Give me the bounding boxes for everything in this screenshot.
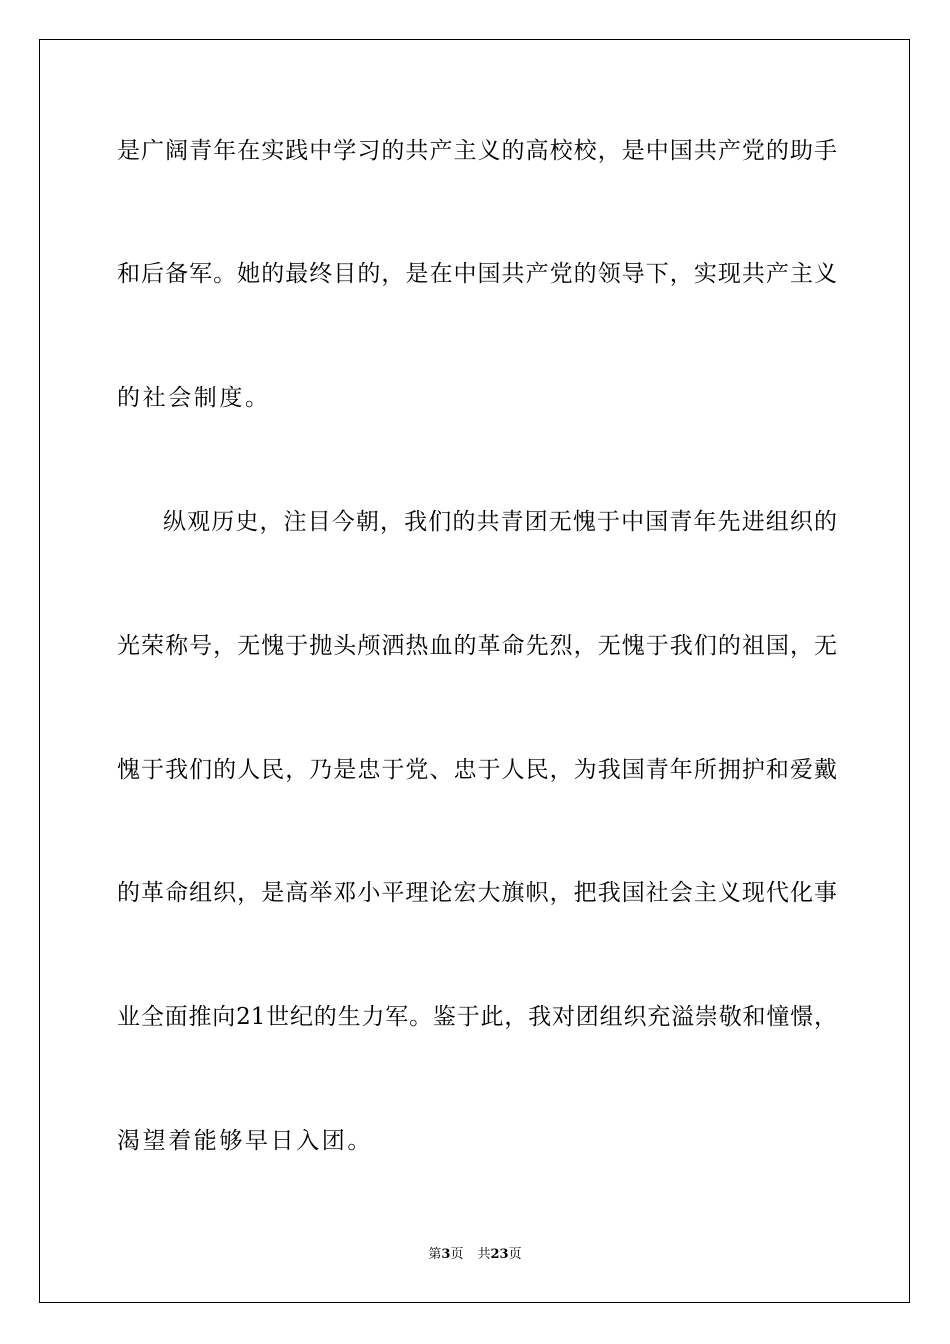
page-prefix: 第 [428, 1247, 442, 1262]
page-footer [0, 1245, 950, 1265]
text-line-6: 愧于我们的人民，乃是忠于党、忠于人民，为我国青年所拥护和爱戴 [117, 757, 837, 783]
text-line-1: 是广阔青年在实践中学习的共产主义的高校校，是中国共产党的助手 [117, 138, 837, 164]
page-suffix: 页 [450, 1247, 464, 1262]
page-border [39, 39, 910, 1303]
text-line-4: 纵观历史，注目今朝，我们的共青团无愧于中国青年先进组织的 [163, 509, 837, 535]
text-line-5: 光荣称号，无愧于抛头颅洒热血的革命先烈，无愧于我们的祖国，无 [117, 633, 837, 659]
text-line-7: 的革命组织，是高举邓小平理论宏大旗帜，把我国社会主义现代化事 [117, 880, 837, 906]
total-suffix: 页 [508, 1247, 522, 1262]
total-prefix: 共 [477, 1247, 491, 1262]
total-pages: 23 [490, 1247, 509, 1262]
text-line-8: 业全面推向21世纪的生力军。鉴于此，我对团组织充溢崇敬和憧憬， [117, 1004, 837, 1030]
page-number: 3 [441, 1247, 451, 1262]
text-line-2: 和后备军。她的最终目的，是在中国共产党的领导下，实现共产主义 [117, 261, 837, 287]
text-line-9: 渴望着能够早日入团。 [117, 1128, 373, 1154]
text-line-3: 的社会制度。 [117, 385, 271, 411]
